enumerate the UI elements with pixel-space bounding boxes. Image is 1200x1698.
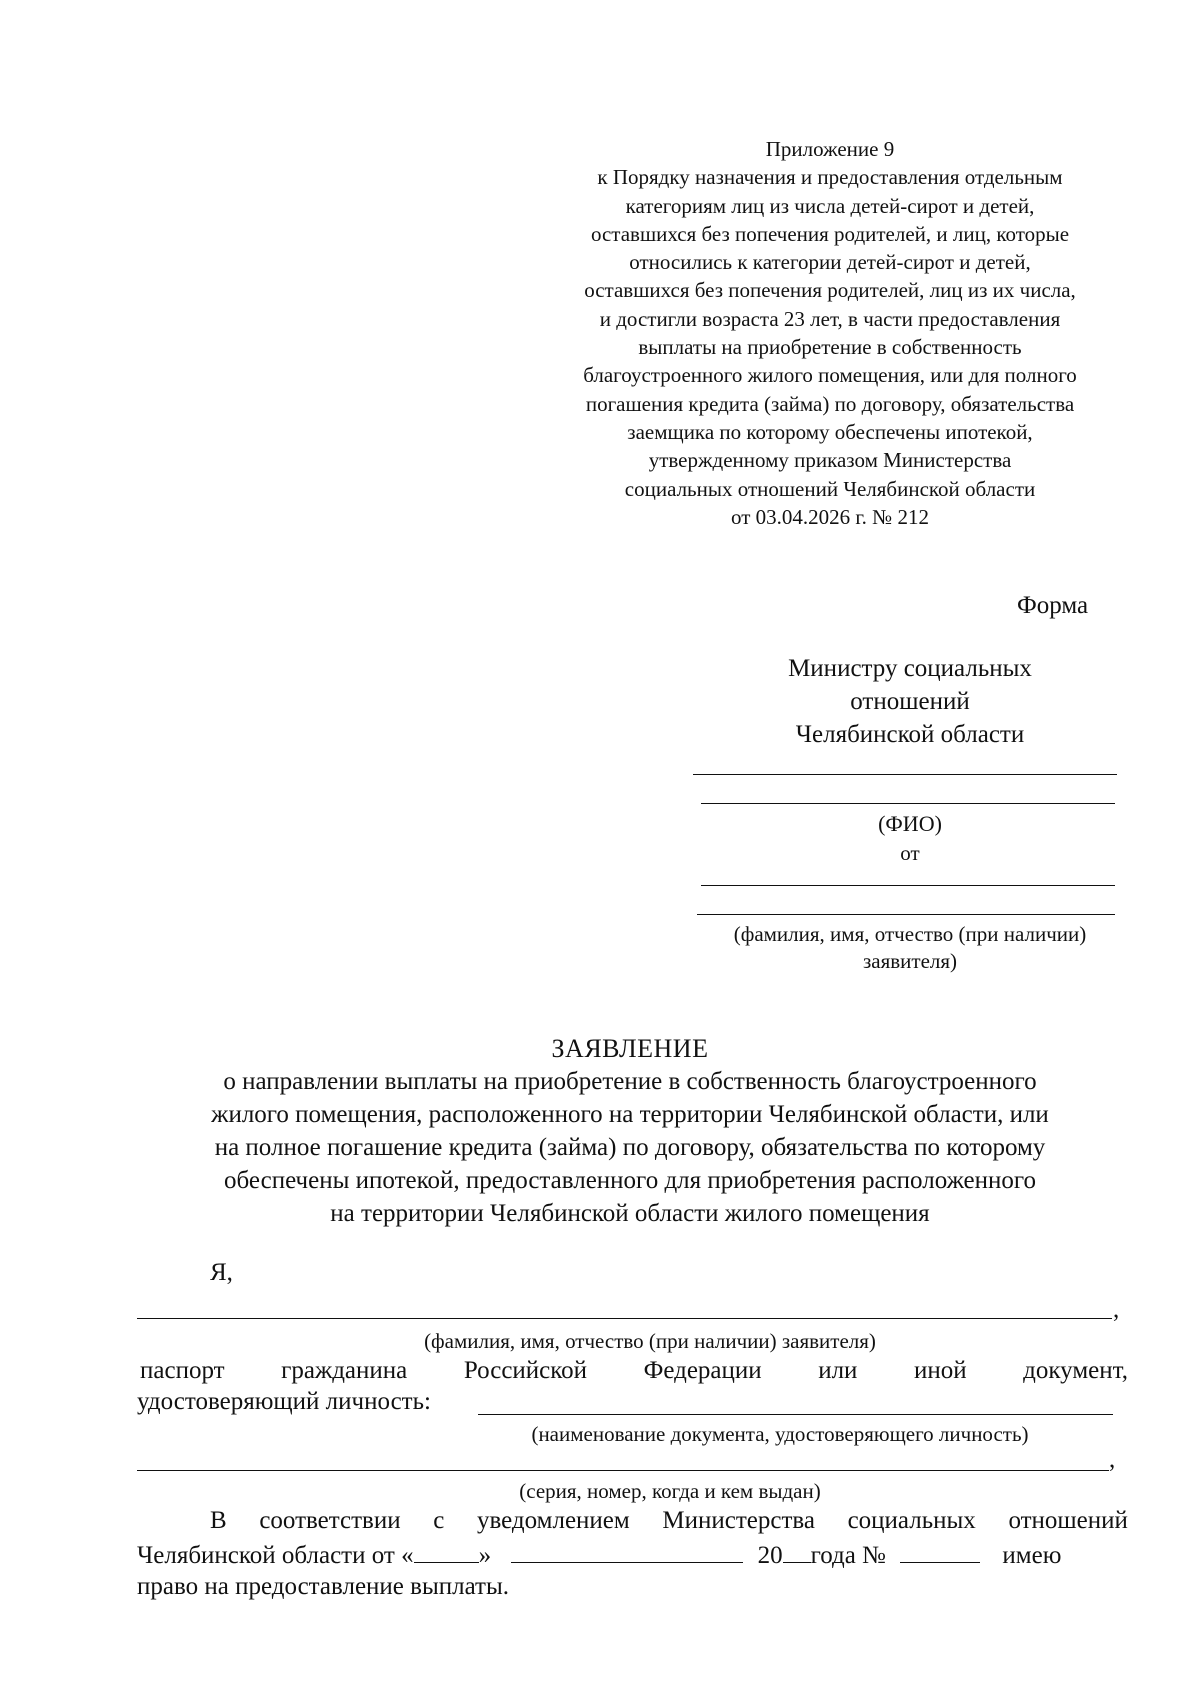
notification-paragraph-line-3: право на предоставление выплаты. bbox=[137, 1573, 510, 1600]
word: иной bbox=[913, 1357, 967, 1384]
word: гражданина bbox=[281, 1357, 408, 1384]
word: Российской bbox=[463, 1357, 588, 1384]
appendix-line: погашения кредита (займа) по договору, обязательства bbox=[585, 391, 1075, 416]
appendix-line: утвержденному приказом Министерства bbox=[648, 448, 1012, 473]
statement-subtitle-line: обеспечены ипотекой, предоставленного для приобретения расположенного bbox=[223, 1167, 1037, 1194]
addressee-line: отношений bbox=[850, 688, 970, 715]
word: В bbox=[210, 1507, 227, 1534]
statement-subtitle-line: на полное погашение кредита (займа) по договору, обязательства по которому bbox=[214, 1134, 1046, 1161]
word: Федерации bbox=[643, 1357, 762, 1384]
appendix-line: социальных отношений Челябинской области bbox=[624, 476, 1036, 501]
word: отношений bbox=[1008, 1507, 1128, 1534]
statement-title bbox=[100, 1032, 1160, 1230]
notification-paragraph-line-2 bbox=[137, 1538, 1061, 1572]
appendix-line: к Порядку назначения и предоставления отдельным bbox=[597, 165, 1063, 190]
word: паспорт bbox=[140, 1357, 225, 1384]
addressee-line: Челябинской области bbox=[795, 721, 1025, 748]
appendix-line: оставшихся без попечения родителей, и лиц, которые bbox=[590, 221, 1070, 246]
appendix-line: и достигли возраста 23 лет, в части предоставления bbox=[599, 306, 1061, 331]
comma: , bbox=[1113, 1296, 1120, 1323]
year-prefix: 20 bbox=[757, 1542, 783, 1569]
year-word-number-sign: года № bbox=[810, 1542, 886, 1569]
word: документ, bbox=[1023, 1357, 1128, 1384]
applicant-caption: заявителя) bbox=[862, 949, 958, 973]
from-label: от bbox=[900, 841, 920, 865]
applicant-caption: (фамилия, имя, отчество (при наличии) bbox=[733, 922, 1087, 946]
document-details-caption: (серия, номер, когда и кем выдан) bbox=[519, 1479, 821, 1503]
word: уведомлением bbox=[476, 1507, 630, 1534]
word: соответствии bbox=[259, 1507, 401, 1534]
notification-number-field[interactable] bbox=[900, 1538, 980, 1563]
fio-caption: (ФИО) bbox=[878, 811, 942, 836]
appendix-line: благоустроенного жилого помещения, или для полного bbox=[583, 363, 1077, 388]
appendix-line: заемщика по которому обеспечены ипотекой, bbox=[627, 419, 1033, 444]
date-prefix: Челябинской области от « bbox=[137, 1542, 414, 1569]
year-field[interactable] bbox=[783, 1538, 811, 1563]
statement-heading: ЗАЯВЛЕНИЕ bbox=[551, 1034, 709, 1063]
appendix-line: Приложение 9 bbox=[765, 137, 895, 161]
appendix-order-date: от 03.04.2026 г. № 212 bbox=[731, 504, 929, 529]
minister-fio-line-1[interactable] bbox=[693, 774, 1117, 775]
statement-subtitle-line: на территории Челябинской области жилого помещения bbox=[330, 1200, 930, 1227]
identity-document-field[interactable] bbox=[478, 1414, 1113, 1415]
appendix-line: оставшихся без попечения родителей, лиц из их числа, bbox=[584, 278, 1076, 303]
applicant-name-line-1[interactable] bbox=[701, 885, 1115, 886]
passport-line bbox=[140, 1355, 1128, 1387]
word: Министерства bbox=[662, 1507, 815, 1534]
appendix-line: относились к категории детей-сирот и детей, bbox=[629, 250, 1031, 275]
identity-document-caption: (наименование документа, удостоверяющего личность) bbox=[531, 1422, 1029, 1446]
ya-label: Я, bbox=[210, 1259, 233, 1286]
statement-subtitle-line: о направлении выплаты на приобретение в собственность благоустроенного bbox=[223, 1068, 1037, 1095]
applicant-name-line-2[interactable] bbox=[697, 914, 1115, 915]
quote-close: » bbox=[478, 1542, 492, 1569]
applicant-fio-field[interactable] bbox=[137, 1318, 1112, 1319]
appendix-header bbox=[530, 135, 1130, 531]
comma: , bbox=[1109, 1446, 1116, 1473]
appendix-line: категориям лиц из числа детей-сирот и детей, bbox=[625, 193, 1035, 218]
day-field[interactable] bbox=[414, 1538, 479, 1563]
word: или bbox=[818, 1357, 858, 1384]
notification-paragraph-line-1 bbox=[210, 1505, 1128, 1537]
form-label: Форма bbox=[1017, 592, 1089, 619]
statement-subtitle-line: жилого помещения, расположенного на территории Челябинской области, или bbox=[211, 1101, 1049, 1128]
minister-fio-line-2[interactable] bbox=[701, 803, 1115, 804]
applicant-fio-caption: (фамилия, имя, отчество (при наличии) заявителя) bbox=[424, 1329, 876, 1353]
document-details-field[interactable] bbox=[137, 1470, 1109, 1471]
appendix-line: выплаты на приобретение в собственность bbox=[638, 335, 1022, 360]
line-end-word: имею bbox=[1002, 1542, 1062, 1569]
month-field[interactable] bbox=[511, 1538, 743, 1563]
word: с bbox=[433, 1507, 445, 1534]
addressee-block bbox=[690, 652, 1130, 751]
identity-label: удостоверяющий личность: bbox=[137, 1388, 431, 1415]
addressee-line: Министру социальных bbox=[788, 655, 1032, 682]
word: социальных bbox=[847, 1507, 976, 1534]
